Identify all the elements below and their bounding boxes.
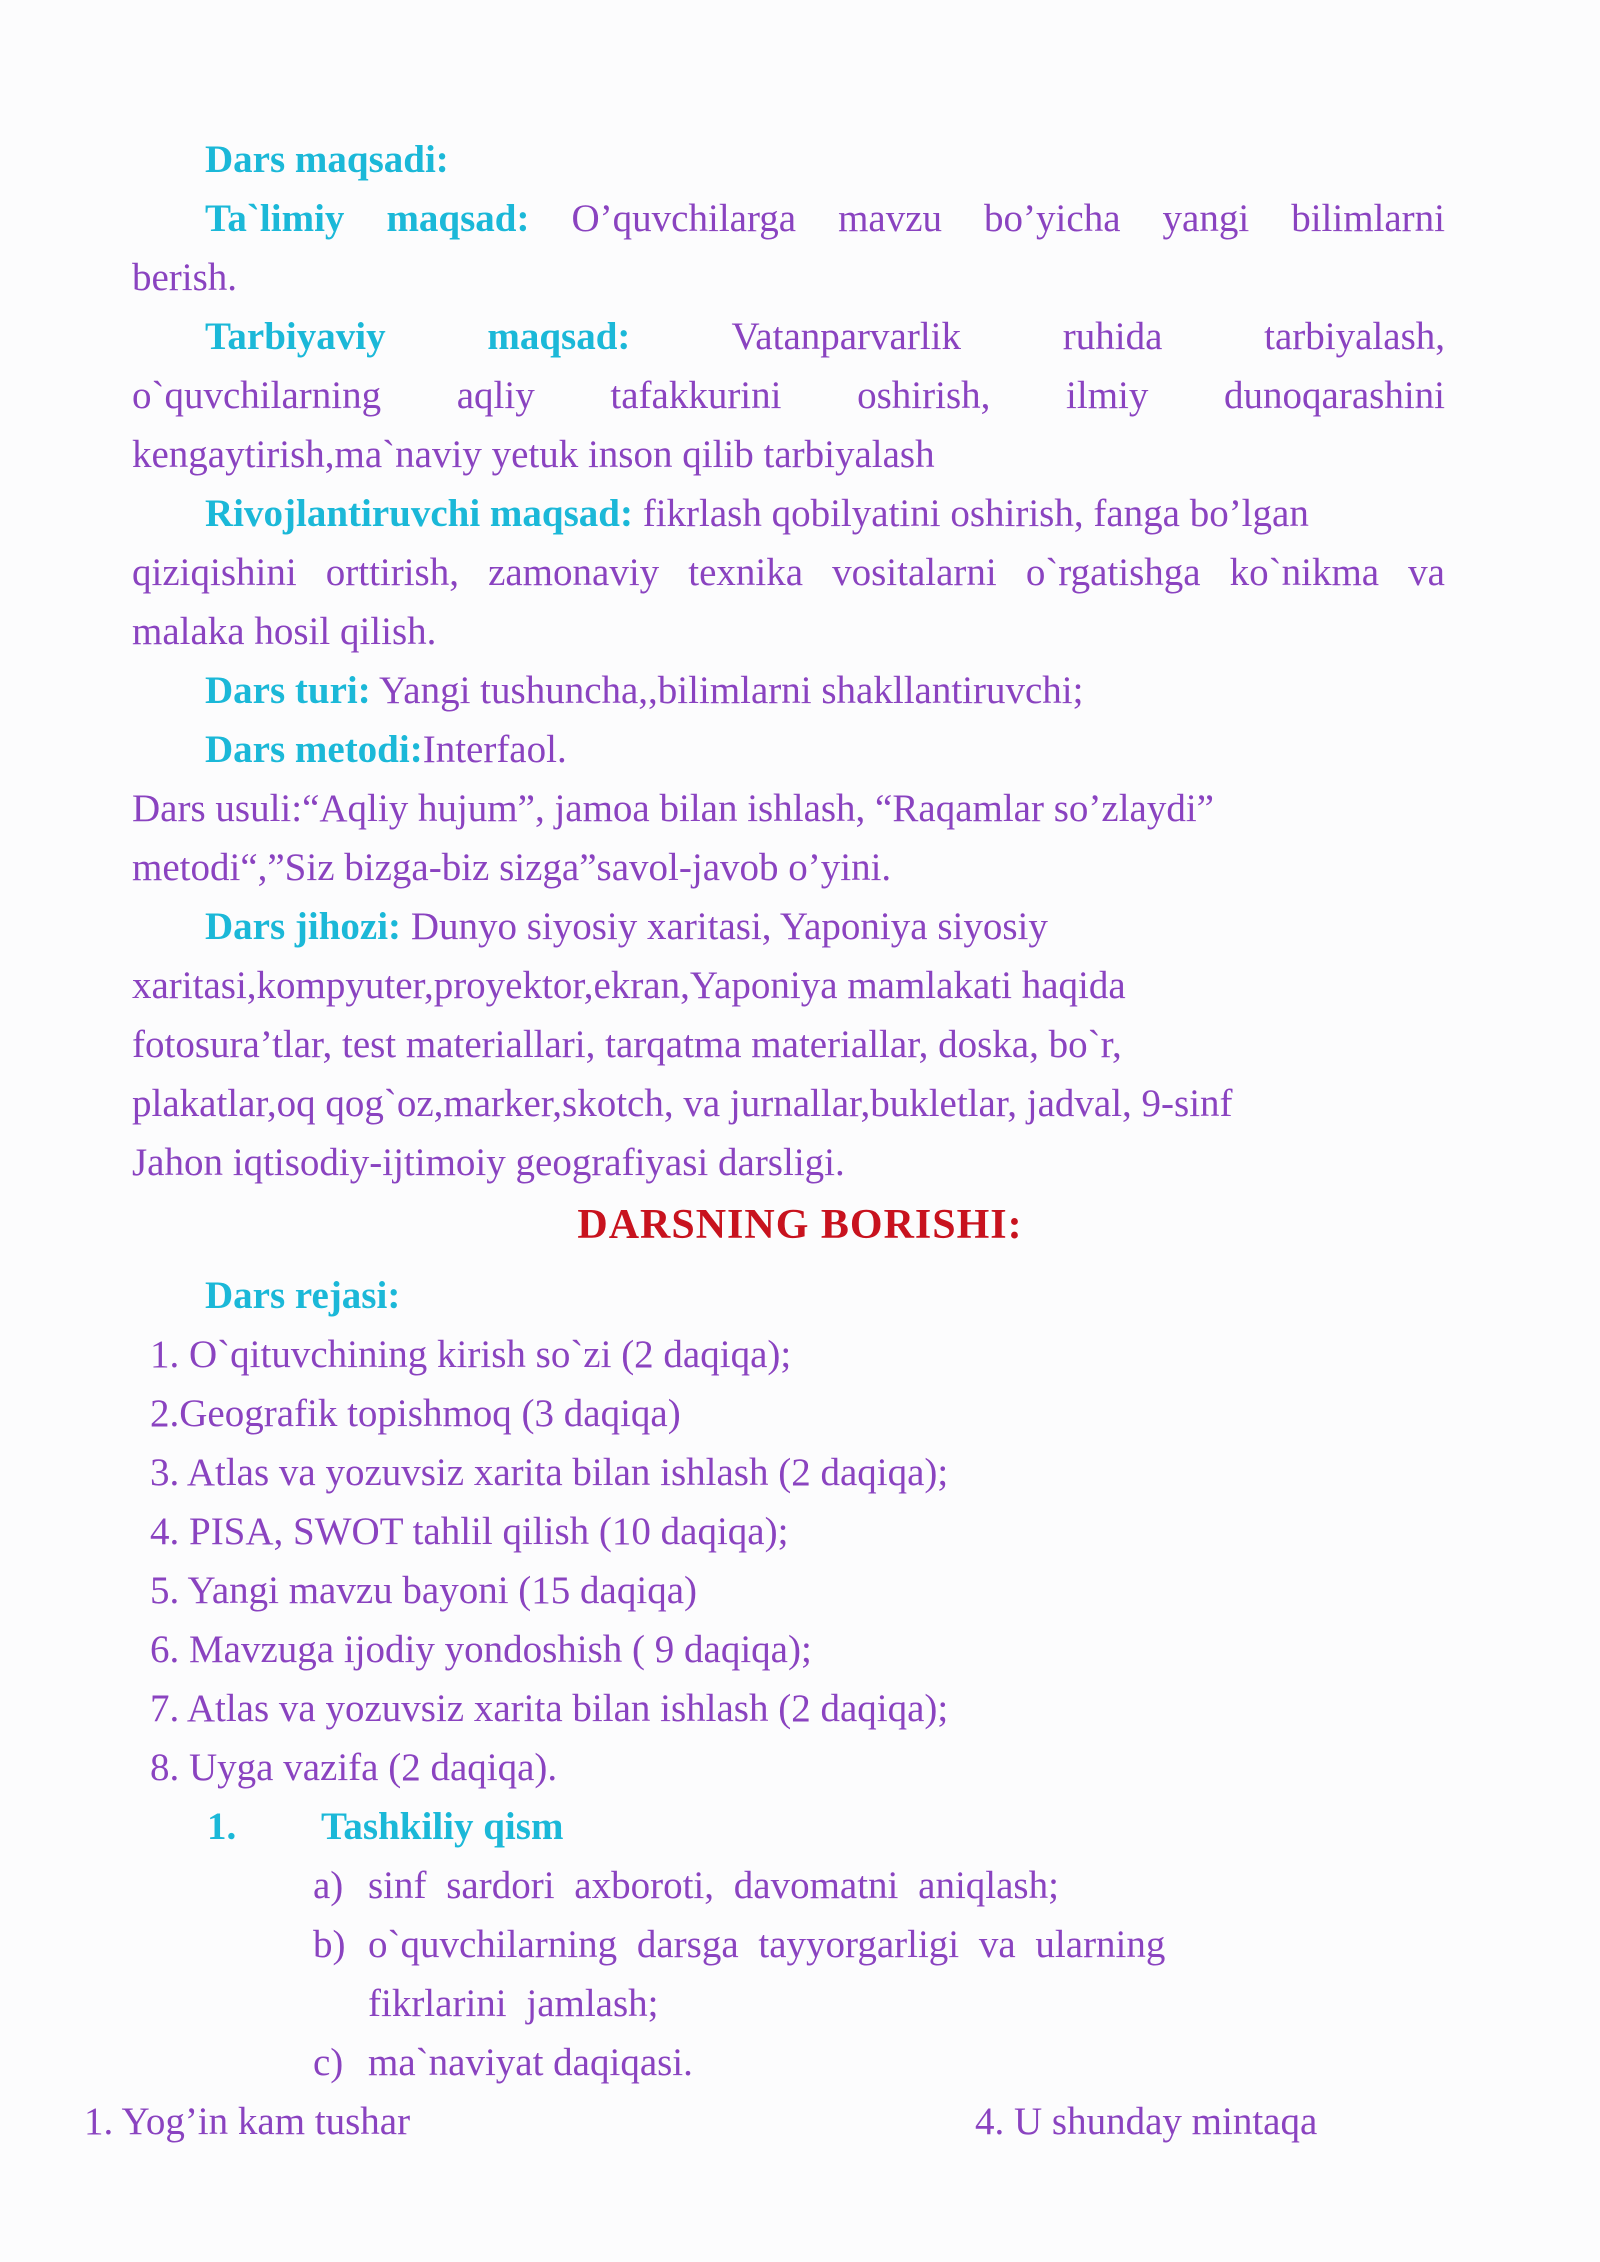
equipment-line-2: xaritasi,kompyuter,proyektor,ekran,Yaponiya mamlakati haqida	[132, 964, 1126, 1007]
riddle-left: 1. Yog’in kam tushar	[84, 2100, 411, 2143]
equipment-line-4: plakatlar,oq qog`oz,marker,skotch, va jurnallar,bukletlar, jadval, 9-sinf	[132, 1082, 1233, 1125]
subitem-text: ma`naviyat daqiqasi.	[368, 2041, 693, 2084]
upbringing-goal-line-3: kengaytirish,ma`naviy yetuk inson qilib tarbiyalash	[132, 433, 935, 476]
lesson-style-line-2: metodi“,”Siz bizga-biz sizga”savol-javob o’yini.	[132, 846, 892, 889]
upbringing-goal-label: Tarbiyaviy maqsad:	[205, 315, 631, 358]
educational-goal	[205, 193, 1445, 245]
subitem-letter: a)	[313, 1864, 344, 1907]
upbringing-goal	[205, 311, 1445, 363]
subitem-text-cont: fikrlarini jamlash;	[368, 1982, 659, 2025]
upbringing-goal-line-2: o`quvchilarning aqliy tafakkurini oshirish, ilmiy dunoqarashini	[132, 374, 1445, 417]
plan-item: 2.Geografik topishmoq (3 daqiqa)	[150, 1392, 681, 1435]
developmental-goal-line-2: qiziqishini orttirish, zamonaviy texnika vositalarni o`rgatishga ko`nikma va	[132, 551, 1445, 594]
lesson-type-text: Yangi tushuncha,,bilimlarni shakllantiruvchi;	[370, 669, 1084, 712]
lesson-type	[205, 665, 1083, 717]
developmental-goal	[205, 488, 1309, 540]
developmental-goal-label: Rivojlantiruvchi maqsad:	[205, 492, 633, 535]
equipment-label: Dars jihozi:	[205, 905, 402, 948]
developmental-goal-text: fikrlash qobilyatini oshirish, fanga bo’lgan	[632, 492, 1309, 535]
educational-goal-label: Ta`limiy maqsad:	[205, 197, 530, 240]
plan-item: 6. Mavzuga ijodiy yondoshish ( 9 daqiqa);	[150, 1628, 812, 1671]
plan-item: 4. PISA, SWOT tahlil qilish (10 daqiqa);	[150, 1510, 789, 1553]
organizational-number: 1.	[207, 1805, 237, 1848]
plan-item: 1. O`qituvchining kirish so`zi (2 daqiqa);	[150, 1333, 792, 1376]
plan-item: 5. Yangi mavzu bayoni (15 daqiqa)	[150, 1569, 697, 1612]
lesson-type-label: Dars turi:	[205, 669, 371, 712]
upbringing-goal-text: Vatanparvarlik ruhida tarbiyalash,	[731, 315, 1446, 358]
lesson-method-label: Dars metodi:	[205, 728, 423, 771]
educational-goal-text-cont: berish.	[132, 256, 238, 299]
lesson-style-line-1: Dars usuli:“Aqliy hujum”, jamoa bilan ishlash, “Raqamlar so’zlaydi”	[132, 787, 1214, 830]
goals-title: Dars maqsadi:	[205, 138, 449, 181]
riddle-right: 4. U shunday mintaqa	[975, 2100, 1318, 2143]
subitem-text: sinf sardori axboroti, davomatni aniqlash;	[368, 1864, 1059, 1907]
equipment-text: Dunyo siyosiy xaritasi, Yaponiya siyosiy	[401, 905, 1048, 948]
equipment	[205, 901, 1048, 953]
equipment-line-5: Jahon iqtisodiy-ijtimoiy geografiyasi darsligi.	[132, 1141, 845, 1184]
developmental-goal-line-3: malaka hosil qilish.	[132, 610, 437, 653]
subitem-letter: b)	[313, 1923, 346, 1966]
subitem-text: o`quvchilarning darsga tayyorgarligi va ularning	[368, 1923, 1166, 1966]
plan-item: 7. Atlas va yozuvsiz xarita bilan ishlash (2 daqiqa);	[150, 1687, 949, 1730]
plan-title: Dars rejasi:	[205, 1274, 401, 1317]
subitem-letter: c)	[313, 2041, 344, 2084]
equipment-line-3: fotosura’tlar, test materiallari, tarqatma materiallar, doska, bo`r,	[132, 1023, 1122, 1066]
organizational-title: Tashkiliy qism	[321, 1805, 564, 1848]
section-heading: DARSNING BORISHI:	[577, 1202, 1023, 1248]
educational-goal-text: O’quvchilarga mavzu bo’yicha yangi bilimlarni	[571, 197, 1446, 240]
lesson-method	[205, 724, 567, 776]
plan-item: 3. Atlas va yozuvsiz xarita bilan ishlash (2 daqiqa);	[150, 1451, 949, 1494]
plan-item: 8. Uyga vazifa (2 daqiqa).	[150, 1746, 558, 1789]
lesson-method-text: Interfaol.	[422, 728, 567, 771]
